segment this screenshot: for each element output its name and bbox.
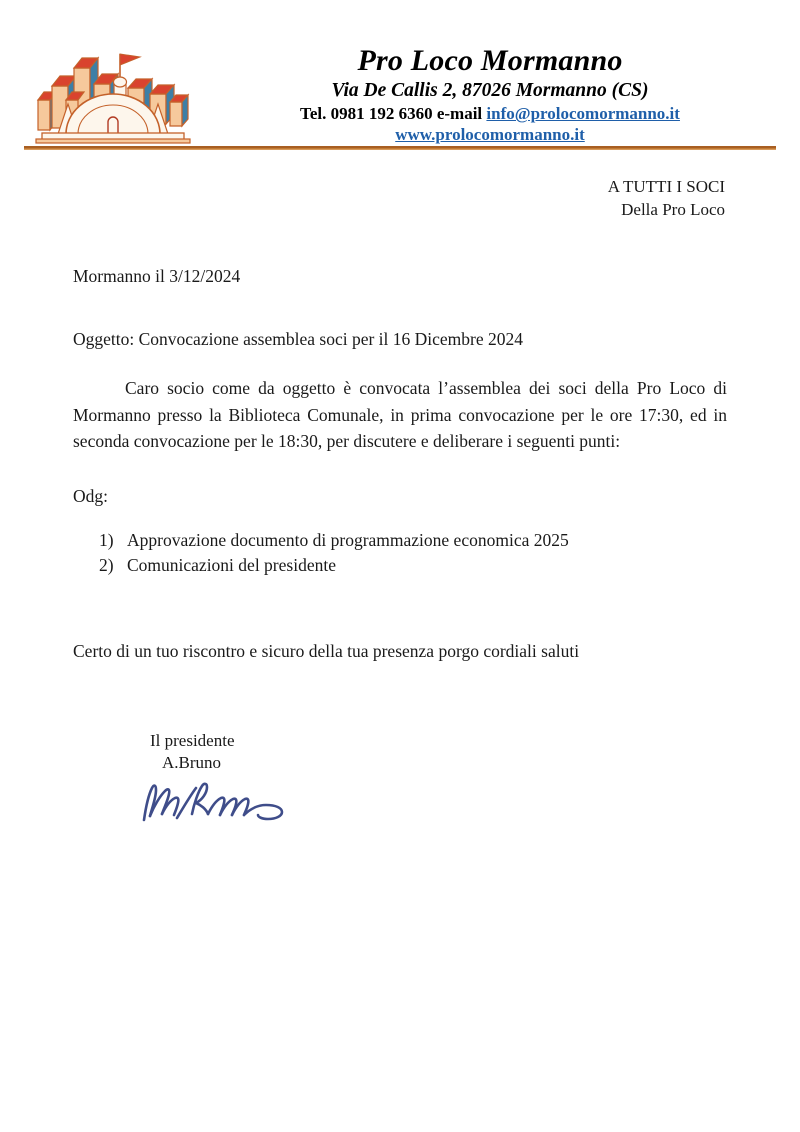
website-link[interactable]: www.prolocomormanno.it bbox=[395, 125, 585, 145]
closing-line: Certo di un tuo riscontro e sicuro della tua presenza porgo cordiali saluti bbox=[73, 641, 580, 661]
agenda-item-text: Comunicazioni del presidente bbox=[127, 555, 336, 576]
addressee-line-2: Della Pro Loco bbox=[621, 199, 725, 219]
signer-name: A.Bruno bbox=[162, 753, 222, 773]
agenda-label: Odg: bbox=[73, 486, 108, 506]
phone-label: Tel. 0981 192 6360 e-mail bbox=[300, 104, 487, 124]
agenda-item-number: 2) bbox=[99, 555, 114, 576]
organization-name: Pro Loco Mormanno bbox=[357, 44, 623, 77]
place-and-date: Mormanno il 3/12/2024 bbox=[73, 266, 241, 286]
subject-line: Oggetto: Convocazione assemblea soci per il 16 Dicembre 2024 bbox=[73, 329, 524, 349]
agenda-item-text: Approvazione documento di programmazione economica 2025 bbox=[127, 530, 569, 550]
email-link[interactable]: info@prolocomormanno.it bbox=[486, 104, 680, 124]
signer-role: Il presidente bbox=[150, 731, 235, 750]
organization-website-line bbox=[210, 125, 770, 145]
agenda-item-number: 1) bbox=[99, 530, 114, 550]
organization-contact bbox=[210, 104, 770, 124]
addressee-line-1: A TUTTI I SOCI bbox=[607, 177, 725, 196]
signature-block bbox=[150, 730, 320, 828]
agenda-list bbox=[99, 528, 569, 578]
letterhead-divider bbox=[24, 146, 776, 150]
organization-address: Via De Callis 2, 87026 Mormanno (CS) bbox=[331, 79, 649, 101]
proloco-logo bbox=[28, 38, 198, 146]
letterhead bbox=[0, 0, 800, 150]
list-item bbox=[99, 553, 569, 578]
body-paragraph: Caro socio come da oggetto è convocata l’assemblea dei soci della Pro Loco di Mormanno presso la Biblioteca Comunale, in prima convocazione per le ore 17:30, ed in seconda convocazione per le 18:30, per discutere e deliberare i seguenti punti: bbox=[73, 378, 727, 452]
letterhead-text bbox=[210, 44, 770, 145]
list-item bbox=[99, 528, 569, 553]
addressee-block bbox=[608, 176, 725, 222]
handwritten-signature-icon bbox=[130, 776, 320, 828]
town-skyline-dome-icon bbox=[28, 38, 198, 146]
